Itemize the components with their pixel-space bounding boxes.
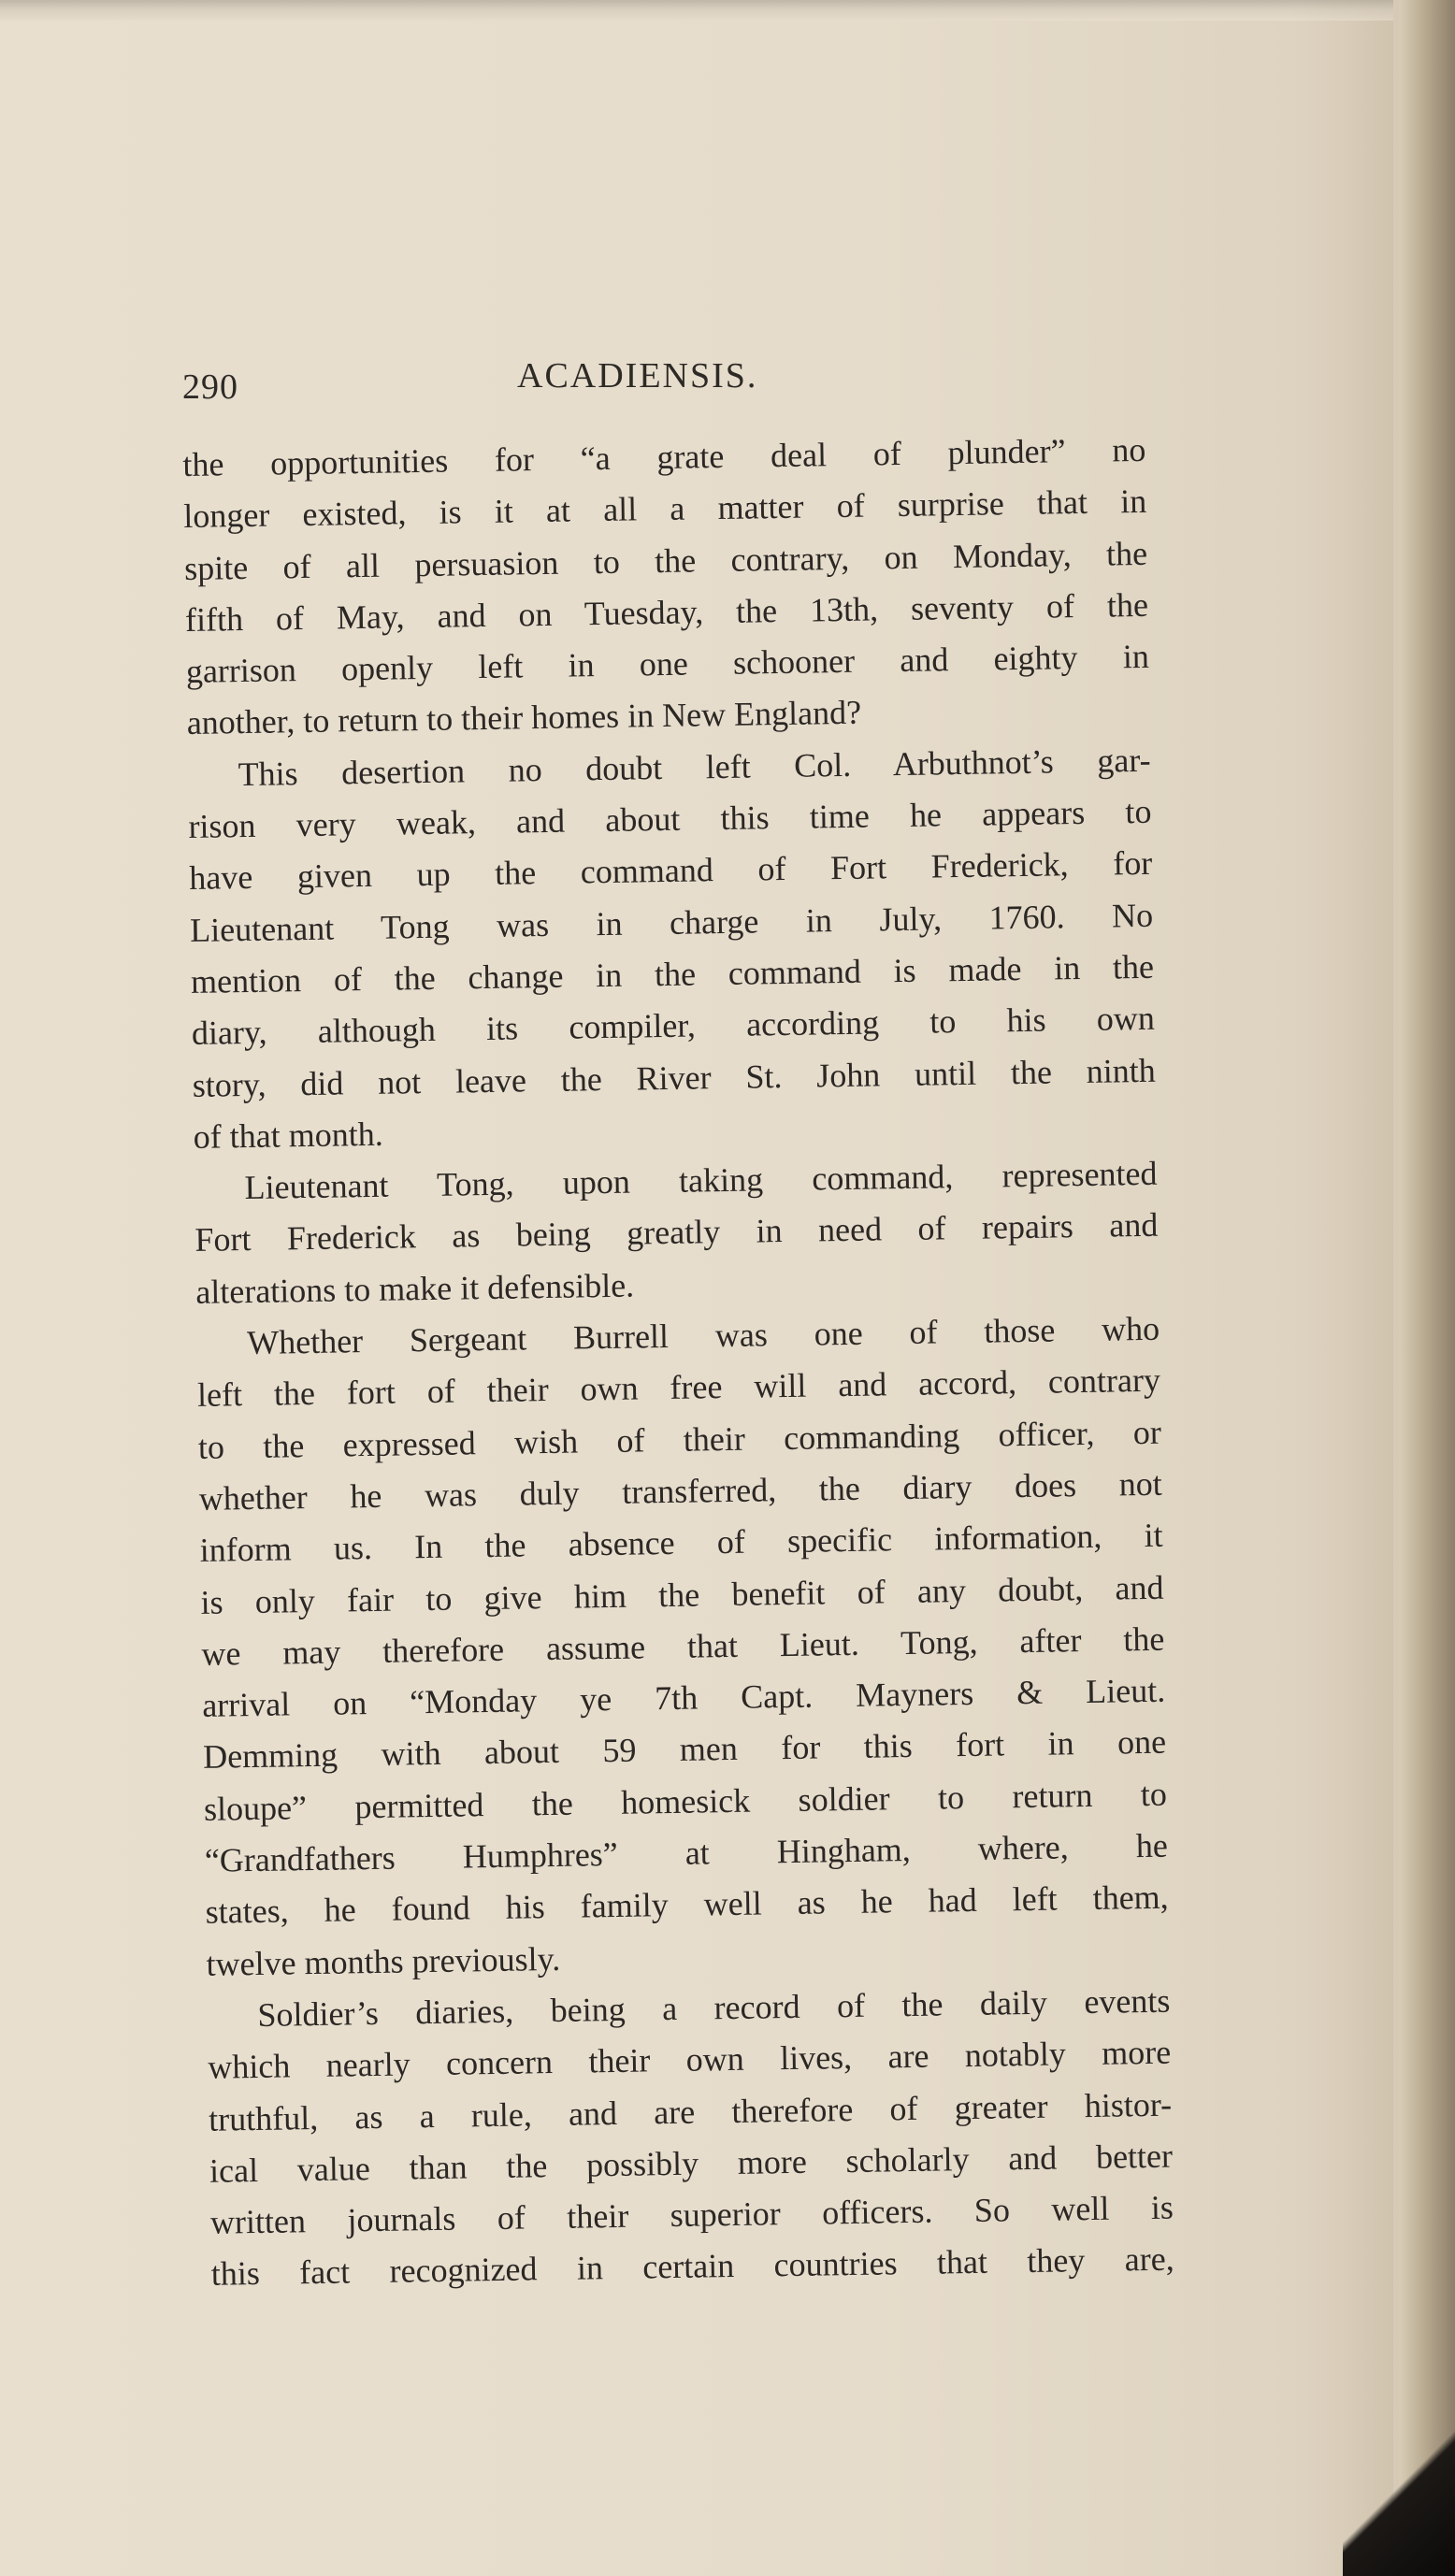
page-shading (1290, 0, 1393, 2576)
text-line: another, to return to their homes in New England? (186, 694, 862, 742)
text-line: inform us. In the absence of specific information, it (199, 1516, 1163, 1570)
text-line: we may therefore assume that Lieut. Tong, after the (201, 1619, 1165, 1673)
text-line: story, did not leave the River St. John until the ninth (192, 1051, 1157, 1104)
text-line: truthful, as a rule, and are therefore of greater histor- (208, 2085, 1173, 2138)
text-line: is only fair to give him the benefit of any doubt, and (200, 1568, 1164, 1621)
text-line: garrison openly left in one schooner and eighty in (185, 637, 1150, 691)
text-line: Lieutenant Tong was in charge in July, 1760. No (189, 896, 1154, 949)
top-edge (0, 0, 1393, 21)
text-line: states, he found his family well as he had left them, (205, 1878, 1169, 1932)
paragraph-start-line: This desertion no doubt left Col. Arbuthnot’s gar- (238, 741, 1151, 793)
paragraph-start-line: Soldier’s diaries, being a record of the daily events (257, 1981, 1171, 2034)
text-line: ical value than the possibly more scholarly and better (209, 2137, 1174, 2190)
text-line: twelve months previously. (206, 1939, 561, 1983)
text-line: whether he was duly transferred, the diary does not (198, 1464, 1162, 1518)
text-line: mention of the change in the command is made in the (190, 947, 1155, 1000)
running-title: ACADIENSIS. (517, 356, 758, 396)
text-line: fifth of May, and on Tuesday, the 13th, seventy of the (184, 585, 1149, 639)
text-line: Fort Frederick as being greatly in need of repairs and (194, 1206, 1159, 1259)
text-line: diary, although its compiler, according to his own (191, 1000, 1156, 1053)
text-line: written journals of their superior officers. So well is (209, 2188, 1174, 2241)
text-line: to the expressed wish of their commanding officer, or (197, 1413, 1162, 1466)
paragraph-start-line: Whether Sergeant Burrell was one of those who (246, 1309, 1160, 1362)
book-gutter (1399, 0, 1455, 2576)
page-number: 290 (182, 367, 238, 407)
text-line: left the fort of their own free will and accord, contrary (196, 1361, 1161, 1415)
text-line: sloupe” permitted the homesick soldier to return to (203, 1775, 1168, 1828)
text-line: “Grandfathers Humphres” at Hingham, where, he (204, 1826, 1169, 1879)
corner-shadow (1343, 2408, 1455, 2576)
text-line: have given up the command of Fort Frederick, for (189, 844, 1153, 898)
text-line: which nearly concern their own lives, are notably more (208, 2033, 1172, 2086)
text-line: this fact recognized in certain countries that they are, (210, 2239, 1175, 2294)
text-line: rison very weak, and about this time he appears to (188, 792, 1152, 846)
text-line: spite of all persuasion to the contrary, on Monday, the (183, 534, 1148, 587)
text-line: arrival on “Monday ye 7th Capt. Mayners & Lieut. (201, 1671, 1166, 1724)
body-text (182, 425, 1174, 2301)
page-header (182, 355, 1183, 411)
text-line: alterations to make it defensible. (195, 1266, 635, 1311)
text-line: Demming with about 59 men for this fort in one (202, 1723, 1167, 1777)
text-line: the opportunities for “a grate deal of plunder” no (182, 430, 1146, 483)
text-line: of that month. (193, 1115, 383, 1156)
text-line: longer existed, is it at all a matter of surprise that in (182, 482, 1147, 536)
paragraph-start-line: Lieutenant Tong, upon taking command, represented (244, 1154, 1158, 1207)
